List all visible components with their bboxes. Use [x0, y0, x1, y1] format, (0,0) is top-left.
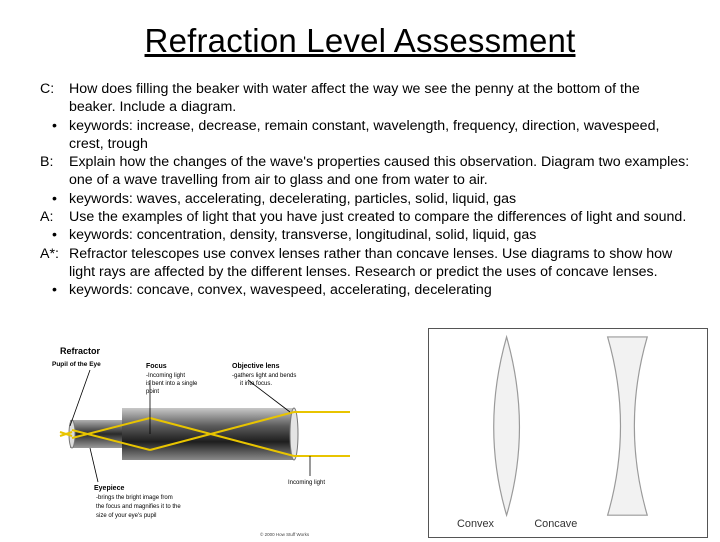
focus-desc: is bent into a single: [146, 381, 198, 387]
item-text: How does filling the beaker with water affect the way we see the penny at the bottom of the beaker. Include a diagram.: [69, 81, 640, 116]
objective-desc: it into focus.: [240, 381, 273, 387]
item-text: keywords: increase, decrease, remain constant, wavelength, frequency, direction, wavespeed, crest, trough: [69, 117, 660, 152]
list-item: [40, 281, 690, 299]
objective-desc: -gathers light and bends: [232, 373, 297, 379]
incoming-label: Incoming light: [288, 480, 326, 486]
eyepiece-label: Eyepiece: [94, 485, 125, 492]
item-label: A*:: [40, 245, 59, 262]
eyepiece-tube: [70, 420, 122, 448]
concave-label: Concave: [534, 518, 578, 531]
item-text: keywords: concentration, density, transverse, longitudinal, solid, liquid, gas: [69, 227, 537, 244]
eyepiece-pointer: [90, 448, 98, 482]
list-item: [40, 117, 690, 154]
refractor-diagram: [50, 340, 350, 540]
bullet-icon: •: [52, 282, 57, 299]
list-item: [40, 190, 690, 208]
bullet-icon: •: [52, 190, 57, 207]
item-text: keywords: waves, accelerating, decelerating, particles, solid, liquid, gas: [69, 190, 517, 207]
lens-shapes: [429, 329, 707, 537]
list-item: [40, 245, 690, 282]
lens-diagram: [428, 328, 708, 538]
item-label: A:: [40, 209, 54, 226]
item-text: keywords: concave, convex, wavespeed, accelerating, decelerating: [69, 282, 492, 299]
list-item: [40, 208, 690, 226]
page-title: Refraction Level Assessment: [144, 22, 576, 59]
item-label: C:: [40, 81, 55, 97]
focus-desc: point: [146, 389, 160, 395]
question-list: [40, 80, 690, 300]
eyepiece-desc: size of your eye's pupil: [96, 513, 157, 519]
item-text: Explain how the changes of the wave's properties caused this observation. Diagram two examples: one of a wave travelling from air to glass and one from water to air.: [69, 154, 690, 189]
list-item: [40, 153, 690, 190]
refractor-heading: Refractor: [60, 346, 101, 356]
list-item: [40, 80, 690, 117]
focus-desc: -Incoming light: [146, 373, 186, 379]
bullet-icon: •: [52, 227, 57, 244]
focus-label: Focus: [146, 363, 167, 370]
pupil-label: Pupil of the Eye: [52, 361, 101, 368]
list-item: [40, 226, 690, 244]
bullet-icon: •: [52, 117, 57, 134]
eyepiece-desc: -brings the bright image from: [96, 495, 173, 501]
item-label: B:: [40, 154, 54, 171]
eyepiece-lens: [69, 420, 75, 448]
pupil-pointer: [70, 370, 90, 426]
convex-label: Convex: [457, 518, 494, 531]
concave-lens-shape: [608, 337, 648, 515]
objective-label: Objective lens: [232, 363, 280, 370]
convex-lens-shape: [494, 337, 520, 515]
objective-lens: [290, 408, 298, 460]
item-text: Use the examples of light that you have just created to compare the differences of light and sound.: [69, 209, 687, 226]
item-text: Refractor telescopes use convex lenses rather than concave lenses. Use diagrams to show how light rays are affected by the different lenses. Research or predict the uses of concave lenses.: [69, 245, 673, 280]
eyepiece-desc: the focus and magnifies it to the: [96, 504, 181, 510]
credit-text: © 2000 How Stuff Works: [260, 532, 310, 537]
